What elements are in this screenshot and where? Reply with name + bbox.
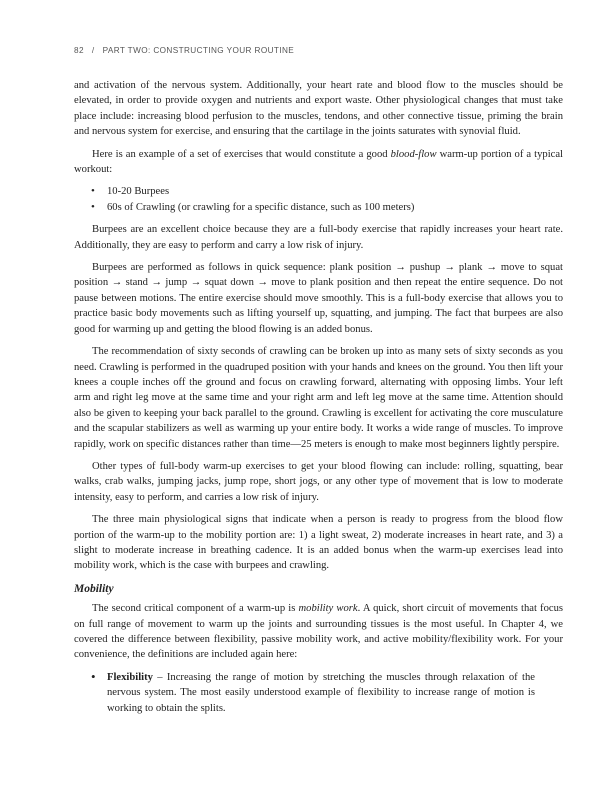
list-item-text: 10-20 Burpees bbox=[107, 186, 170, 198]
section-heading-mobility: Mobility bbox=[74, 582, 114, 595]
paragraph-2 bbox=[74, 147, 563, 178]
paragraph-2-text-end: warm-up portion of a typical workout: bbox=[74, 148, 563, 176]
running-head bbox=[74, 46, 294, 55]
mobility-work-emphasis: mobility work bbox=[298, 603, 358, 615]
mobility-paragraph bbox=[74, 601, 563, 663]
paragraph-3: Burpees are an excellent choice because they are a full-body exercise that rapidly increases your heart rate. Additionally, they are easy to perform and carry a low risk of injury. bbox=[74, 224, 563, 251]
blood-flow-emphasis: blood-flow bbox=[390, 148, 437, 160]
page-number: 82 bbox=[74, 46, 84, 55]
list-item bbox=[74, 200, 563, 215]
bullet-icon: • bbox=[91, 668, 96, 684]
definition-item bbox=[74, 670, 563, 716]
paragraph-2-text: Here is an example of a set of exercises that would constitute a good bbox=[92, 148, 391, 160]
paragraph-5: The recommendation of sixty seconds of crawling can be broken up into as many sets of sixty seconds as you need. Crawling is performed in the quadruped position with your hands and knees on the ground. You then lift your knees a couple inches off the ground and focus on crawling forward, alternating with opposing limbs. Your left arm and right leg move at the same time and your right arm and left leg move at the same time. Attention should also be given to keeping your back parallel to the ground. Crawling is excellent for activating the core musculature and the scapular stabilizers as well as warming up your entire body. It works a wide range of muscles. To improve rapidly, work on specific distances rather than time—25 meters is enough to make most beginners lightly perspire. bbox=[74, 346, 563, 450]
paragraph-1: and activation of the nervous system. Additionally, your heart rate and blood flow to the muscles should be elevated, in order to provide oxygen and nutrients and export waste. Other physiological changes that must take place include: increasing blood perfusion to the muscles, tendons, and other connective tissue, priming the brain and nervous system for exercise, and ensuring that the cartilage in the joints saturates with synovial fluid. bbox=[74, 80, 563, 138]
definition-term: Flexibility bbox=[107, 671, 153, 683]
mobility-paragraph-text-end: . A quick, short circuit of movements that focus on full range of movement to warm up the joints and surrounding tissues is the most useful. In Chapter 4, we covered the difference between flexibility, passive mobility work, and active mobility/flexibility work. For your convenience, the definitions are included again here: bbox=[74, 603, 563, 661]
definition-list bbox=[74, 670, 563, 716]
paragraph-7: The three main physiological signs that indicate when a person is ready to progress from the blood flow portion of the warm-up to the mobility portion are: 1) a light sweat, 2) moderate increases in heart rate, and 3) a slight to moderate increase in breathing cadence. It is an added bonus when the warm-up exercises lead into mobility work, which is the case with burpees and crawling. bbox=[74, 514, 563, 572]
bullet-icon: • bbox=[91, 185, 95, 198]
mobility-paragraph-text: The second critical component of a warm-up is bbox=[92, 603, 299, 615]
list-item-text: 60s of Crawling (or crawling for a specific distance, such as 100 meters) bbox=[107, 201, 415, 213]
section-name: PART TWO: CONSTRUCTING YOUR ROUTINE bbox=[102, 46, 295, 55]
paragraph-6: Other types of full-body warm-up exercises to get your blood flowing can include: rolling, squatting, bear walks, crab walks, jumping jacks, jump rope, short jogs, or any other type of movement that is low to moderate intensity, easy to perform, and carries a low risk of injury. bbox=[74, 460, 563, 503]
paragraph-4: Burpees are performed as follows in quick sequence: plank position → pushup → plank → move to squat position → stand → jump → squat down → move to plank position and then repeat the entire sequence. Do not pause between motions. The entire exercise should move smoothly. This is a full-body exercise that allows you to practice basic body movements such as lifting yourself up, squatting, and jumping. The fact that burpees are also good for warming up and getting the blood flowing is an added bonus. bbox=[74, 262, 563, 335]
bullet-icon: • bbox=[91, 200, 95, 213]
definition-text: – Increasing the range of motion by stretching the muscles through relaxation of the nervous system. The most easily understood example of flexibility to increase range of motion is working to obtain the splits. bbox=[107, 671, 535, 714]
body-text bbox=[74, 78, 563, 723]
list-item bbox=[74, 184, 563, 199]
header-separator: / bbox=[91, 46, 95, 55]
exercise-list bbox=[74, 184, 563, 215]
